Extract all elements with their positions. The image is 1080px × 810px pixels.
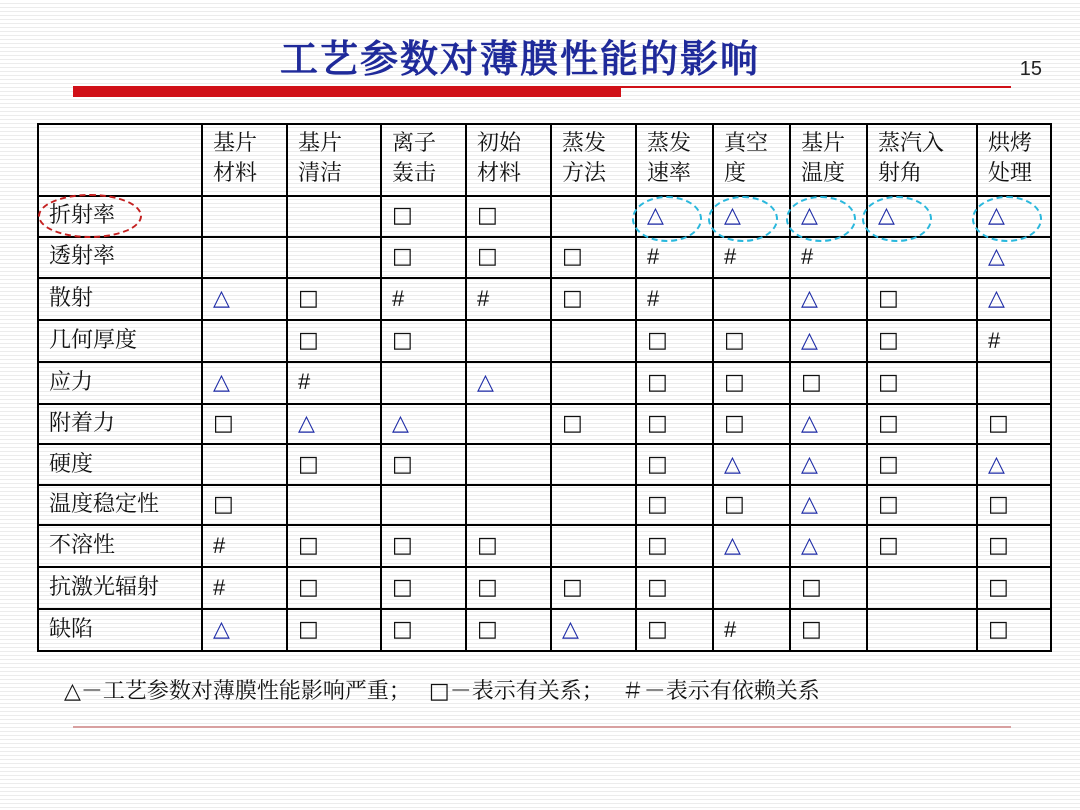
table-cell bbox=[287, 609, 381, 651]
square-symbol: □ bbox=[988, 617, 1009, 643]
row-label: 硬度 bbox=[38, 444, 202, 485]
bottom-divider bbox=[73, 726, 1011, 728]
square-symbol: □ bbox=[392, 617, 413, 643]
triangle-symbol: △ bbox=[801, 492, 818, 518]
triangle-symbol: △ bbox=[801, 328, 818, 354]
column-header-line: 轰击 bbox=[392, 161, 437, 186]
table-cell bbox=[713, 196, 790, 237]
table-cell bbox=[551, 278, 636, 320]
column-header-line: 温度 bbox=[801, 161, 846, 186]
table-cell bbox=[287, 404, 381, 445]
table-cell bbox=[466, 196, 551, 237]
table-cell bbox=[202, 278, 287, 320]
square-symbol: □ bbox=[562, 575, 583, 601]
square-symbol: □ bbox=[298, 451, 319, 477]
table-cell bbox=[636, 444, 713, 485]
square-symbol: □ bbox=[562, 411, 583, 437]
square-symbol: □ bbox=[647, 492, 668, 518]
table-cell bbox=[466, 320, 551, 362]
table-cell bbox=[636, 237, 713, 279]
table-cell bbox=[977, 567, 1051, 609]
square-symbol: □ bbox=[647, 575, 668, 601]
triangle-symbol: △ bbox=[392, 411, 409, 437]
triangle-symbol: △ bbox=[724, 203, 741, 229]
table-cell bbox=[977, 278, 1051, 320]
table-cell bbox=[202, 525, 287, 567]
column-header bbox=[636, 124, 713, 196]
square-symbol: □ bbox=[477, 617, 498, 643]
table-row bbox=[38, 362, 1051, 404]
square-symbol: □ bbox=[477, 203, 498, 229]
square-symbol: □ bbox=[988, 492, 1009, 518]
table-cell bbox=[713, 237, 790, 279]
table-cell bbox=[466, 278, 551, 320]
table-row bbox=[38, 196, 1051, 237]
square-symbol: □ bbox=[988, 533, 1009, 559]
column-header-line: 真空 bbox=[724, 131, 769, 156]
table-cell bbox=[466, 404, 551, 445]
square-symbol: □ bbox=[298, 328, 319, 354]
column-header-line: 基片 bbox=[801, 131, 846, 156]
table-cell bbox=[381, 485, 466, 526]
triangle-symbol: △ bbox=[801, 533, 818, 559]
table-cell bbox=[867, 278, 977, 320]
table-cell bbox=[977, 444, 1051, 485]
legend-square: □－表示有关系； bbox=[428, 679, 604, 704]
square-symbol: □ bbox=[562, 286, 583, 312]
square-symbol: □ bbox=[878, 411, 899, 437]
column-header bbox=[381, 124, 466, 196]
column-header-line: 清洁 bbox=[298, 161, 343, 186]
table-cell bbox=[381, 320, 466, 362]
square-symbol: □ bbox=[724, 369, 745, 395]
column-header bbox=[977, 124, 1051, 196]
table-row bbox=[38, 525, 1051, 567]
table-cell bbox=[466, 444, 551, 485]
square-symbol: □ bbox=[392, 328, 413, 354]
table-cell bbox=[636, 278, 713, 320]
table-cell bbox=[287, 567, 381, 609]
table-cell bbox=[713, 404, 790, 445]
hash-symbol: # bbox=[724, 616, 737, 642]
table-cell bbox=[713, 567, 790, 609]
column-header bbox=[287, 124, 381, 196]
triangle-symbol: △ bbox=[562, 617, 579, 643]
legend-hash: ＃－表示有依赖关系 bbox=[621, 679, 820, 704]
page-number: 15 bbox=[1019, 58, 1042, 80]
square-symbol: □ bbox=[878, 492, 899, 518]
square-symbol: □ bbox=[392, 451, 413, 477]
square-symbol: □ bbox=[647, 328, 668, 354]
square-symbol: □ bbox=[213, 492, 234, 518]
table-cell bbox=[202, 485, 287, 526]
table-cell bbox=[636, 404, 713, 445]
row-label: 折射率 bbox=[38, 196, 202, 237]
legend bbox=[64, 674, 820, 705]
table-cell bbox=[713, 278, 790, 320]
legend-triangle: △－工艺参数对薄膜性能影响严重； bbox=[64, 679, 411, 704]
table-cell bbox=[551, 485, 636, 526]
table-row bbox=[38, 485, 1051, 526]
table-cell bbox=[977, 237, 1051, 279]
table-cell bbox=[790, 609, 867, 651]
table-cell bbox=[202, 609, 287, 651]
table-cell bbox=[790, 404, 867, 445]
table-cell bbox=[287, 525, 381, 567]
square-symbol: □ bbox=[801, 617, 822, 643]
square-symbol: □ bbox=[878, 286, 899, 312]
triangle-symbol: △ bbox=[213, 369, 230, 395]
table-cell bbox=[287, 362, 381, 404]
table-cell bbox=[551, 567, 636, 609]
table-row bbox=[38, 404, 1051, 445]
triangle-symbol: △ bbox=[647, 203, 664, 229]
table-cell bbox=[867, 237, 977, 279]
table-cell bbox=[381, 609, 466, 651]
column-header bbox=[790, 124, 867, 196]
row-label: 抗激光辐射 bbox=[38, 567, 202, 609]
square-symbol: □ bbox=[724, 328, 745, 354]
table-cell bbox=[381, 237, 466, 279]
table-cell bbox=[202, 362, 287, 404]
square-symbol: □ bbox=[878, 328, 899, 354]
square-symbol: □ bbox=[477, 244, 498, 270]
square-symbol: □ bbox=[477, 533, 498, 559]
triangle-symbol: △ bbox=[801, 411, 818, 437]
triangle-symbol: △ bbox=[801, 286, 818, 312]
table-cell bbox=[381, 362, 466, 404]
row-label: 附着力 bbox=[38, 404, 202, 445]
column-header-line: 基片 bbox=[298, 131, 343, 156]
table-cell bbox=[790, 444, 867, 485]
row-label: 不溶性 bbox=[38, 525, 202, 567]
table-cell bbox=[287, 444, 381, 485]
table-cell bbox=[381, 525, 466, 567]
column-header bbox=[466, 124, 551, 196]
table-cell bbox=[636, 362, 713, 404]
hash-symbol: # bbox=[392, 285, 405, 311]
table-cell bbox=[867, 320, 977, 362]
table-cell bbox=[551, 237, 636, 279]
table-cell bbox=[636, 485, 713, 526]
square-symbol: □ bbox=[724, 411, 745, 437]
table-cell bbox=[551, 525, 636, 567]
column-header bbox=[551, 124, 636, 196]
table-cell bbox=[381, 278, 466, 320]
table-cell bbox=[713, 320, 790, 362]
hash-symbol: # bbox=[647, 243, 660, 269]
table-cell bbox=[202, 567, 287, 609]
square-symbol: □ bbox=[988, 411, 1009, 437]
table-cell bbox=[466, 609, 551, 651]
column-header-line: 烘烤 bbox=[988, 131, 1033, 156]
column-header-line: 度 bbox=[724, 161, 747, 186]
square-symbol: □ bbox=[647, 617, 668, 643]
table-cell bbox=[790, 278, 867, 320]
triangle-symbol: △ bbox=[298, 411, 315, 437]
square-symbol: □ bbox=[298, 575, 319, 601]
table-cell bbox=[202, 237, 287, 279]
table-cell bbox=[977, 609, 1051, 651]
table-cell bbox=[551, 609, 636, 651]
column-header-line: 射角 bbox=[878, 161, 923, 186]
table-row bbox=[38, 320, 1051, 362]
square-symbol: □ bbox=[878, 533, 899, 559]
hash-symbol: # bbox=[298, 369, 311, 395]
table-cell bbox=[202, 196, 287, 237]
square-symbol: □ bbox=[647, 411, 668, 437]
table-cell bbox=[977, 485, 1051, 526]
table-cell bbox=[867, 362, 977, 404]
row-label: 缺陷 bbox=[38, 609, 202, 651]
table-cell bbox=[287, 485, 381, 526]
triangle-symbol: △ bbox=[988, 203, 1005, 229]
triangle-symbol: △ bbox=[801, 203, 818, 229]
table-cell bbox=[202, 444, 287, 485]
square-symbol: □ bbox=[562, 244, 583, 270]
table-body bbox=[38, 196, 1051, 651]
table-cell bbox=[381, 196, 466, 237]
table-cell bbox=[381, 444, 466, 485]
table-cell bbox=[790, 525, 867, 567]
square-symbol: □ bbox=[213, 411, 234, 437]
triangle-symbol: △ bbox=[724, 533, 741, 559]
column-header bbox=[202, 124, 287, 196]
parameter-table bbox=[37, 123, 1052, 652]
hash-symbol: # bbox=[988, 327, 1001, 353]
table-cell bbox=[551, 444, 636, 485]
table-cell bbox=[977, 196, 1051, 237]
square-symbol: □ bbox=[298, 533, 319, 559]
table-cell bbox=[287, 320, 381, 362]
table-cell bbox=[790, 485, 867, 526]
hash-symbol: # bbox=[647, 285, 660, 311]
table-row bbox=[38, 609, 1051, 651]
square-symbol: □ bbox=[647, 369, 668, 395]
table-cell bbox=[867, 525, 977, 567]
table-header-row bbox=[38, 124, 1051, 196]
table-cell bbox=[466, 525, 551, 567]
column-header-line: 蒸发 bbox=[647, 131, 692, 156]
column-header-line: 处理 bbox=[988, 161, 1033, 186]
title-accent-bar bbox=[73, 86, 621, 97]
square-symbol: □ bbox=[988, 575, 1009, 601]
table-cell bbox=[867, 567, 977, 609]
table-cell bbox=[636, 196, 713, 237]
table-cell bbox=[977, 525, 1051, 567]
column-header bbox=[713, 124, 790, 196]
square-symbol: □ bbox=[392, 244, 413, 270]
table-cell bbox=[551, 320, 636, 362]
hash-symbol: # bbox=[477, 285, 490, 311]
hash-symbol: # bbox=[801, 243, 814, 269]
table-cell bbox=[867, 485, 977, 526]
table-cell bbox=[713, 525, 790, 567]
table-cell bbox=[977, 404, 1051, 445]
column-header-line: 方法 bbox=[562, 161, 607, 186]
slide-title: 工艺参数对薄膜性能的影响 bbox=[279, 37, 760, 81]
table-corner-cell bbox=[38, 124, 202, 196]
triangle-symbol: △ bbox=[988, 451, 1005, 477]
table-cell bbox=[202, 404, 287, 445]
table-row bbox=[38, 237, 1051, 279]
table-cell bbox=[790, 567, 867, 609]
square-symbol: □ bbox=[392, 533, 413, 559]
table-cell bbox=[790, 362, 867, 404]
table-cell bbox=[466, 237, 551, 279]
square-symbol: □ bbox=[724, 492, 745, 518]
table-cell bbox=[713, 444, 790, 485]
table-cell bbox=[713, 362, 790, 404]
table-cell bbox=[867, 196, 977, 237]
table-cell bbox=[466, 485, 551, 526]
table-cell bbox=[551, 404, 636, 445]
triangle-symbol: △ bbox=[724, 451, 741, 477]
table-cell bbox=[202, 320, 287, 362]
table-cell bbox=[636, 609, 713, 651]
column-header-line: 材料 bbox=[213, 161, 258, 186]
table-cell bbox=[636, 567, 713, 609]
hash-symbol: # bbox=[213, 532, 226, 558]
table-row bbox=[38, 444, 1051, 485]
square-symbol: □ bbox=[477, 575, 498, 601]
table-cell bbox=[466, 362, 551, 404]
triangle-symbol: △ bbox=[213, 286, 230, 312]
triangle-symbol: △ bbox=[988, 244, 1005, 270]
column-header-line: 速率 bbox=[647, 161, 692, 186]
table-cell bbox=[287, 278, 381, 320]
table-cell bbox=[381, 404, 466, 445]
square-symbol: □ bbox=[878, 369, 899, 395]
triangle-symbol: △ bbox=[878, 203, 895, 229]
row-label: 散射 bbox=[38, 278, 202, 320]
triangle-symbol: △ bbox=[801, 451, 818, 477]
square-symbol: □ bbox=[647, 533, 668, 559]
table-cell bbox=[867, 444, 977, 485]
square-symbol: □ bbox=[298, 286, 319, 312]
square-symbol: □ bbox=[392, 203, 413, 229]
column-header-line: 蒸汽入 bbox=[878, 131, 945, 156]
row-label: 几何厚度 bbox=[38, 320, 202, 362]
column-header-line: 蒸发 bbox=[562, 131, 607, 156]
row-label: 温度稳定性 bbox=[38, 485, 202, 526]
triangle-symbol: △ bbox=[988, 286, 1005, 312]
table-cell bbox=[551, 362, 636, 404]
table-cell bbox=[636, 525, 713, 567]
table-cell bbox=[287, 237, 381, 279]
triangle-symbol: △ bbox=[213, 617, 230, 643]
table-cell bbox=[713, 609, 790, 651]
table-cell bbox=[287, 196, 381, 237]
table-cell bbox=[977, 320, 1051, 362]
table-cell bbox=[551, 196, 636, 237]
square-symbol: □ bbox=[298, 617, 319, 643]
table-cell bbox=[790, 320, 867, 362]
table-cell bbox=[713, 485, 790, 526]
row-label: 透射率 bbox=[38, 237, 202, 279]
square-symbol: □ bbox=[392, 575, 413, 601]
table-cell bbox=[790, 196, 867, 237]
table-cell bbox=[636, 320, 713, 362]
square-symbol: □ bbox=[801, 369, 822, 395]
square-symbol: □ bbox=[801, 575, 822, 601]
column-header-line: 基片 bbox=[213, 131, 258, 156]
table-cell bbox=[790, 237, 867, 279]
hash-symbol: # bbox=[213, 574, 226, 600]
table-cell bbox=[381, 567, 466, 609]
table-cell bbox=[466, 567, 551, 609]
table-cell bbox=[867, 609, 977, 651]
table-row bbox=[38, 278, 1051, 320]
column-header-line: 初始 bbox=[477, 131, 522, 156]
table-row bbox=[38, 567, 1051, 609]
column-header-line: 离子 bbox=[392, 131, 437, 156]
table-cell bbox=[867, 404, 977, 445]
square-symbol: □ bbox=[878, 451, 899, 477]
row-label: 应力 bbox=[38, 362, 202, 404]
square-symbol: □ bbox=[647, 451, 668, 477]
table-cell bbox=[977, 362, 1051, 404]
column-header bbox=[867, 124, 977, 196]
triangle-symbol: △ bbox=[477, 369, 494, 395]
hash-symbol: # bbox=[724, 243, 737, 269]
column-header-line: 材料 bbox=[477, 161, 522, 186]
